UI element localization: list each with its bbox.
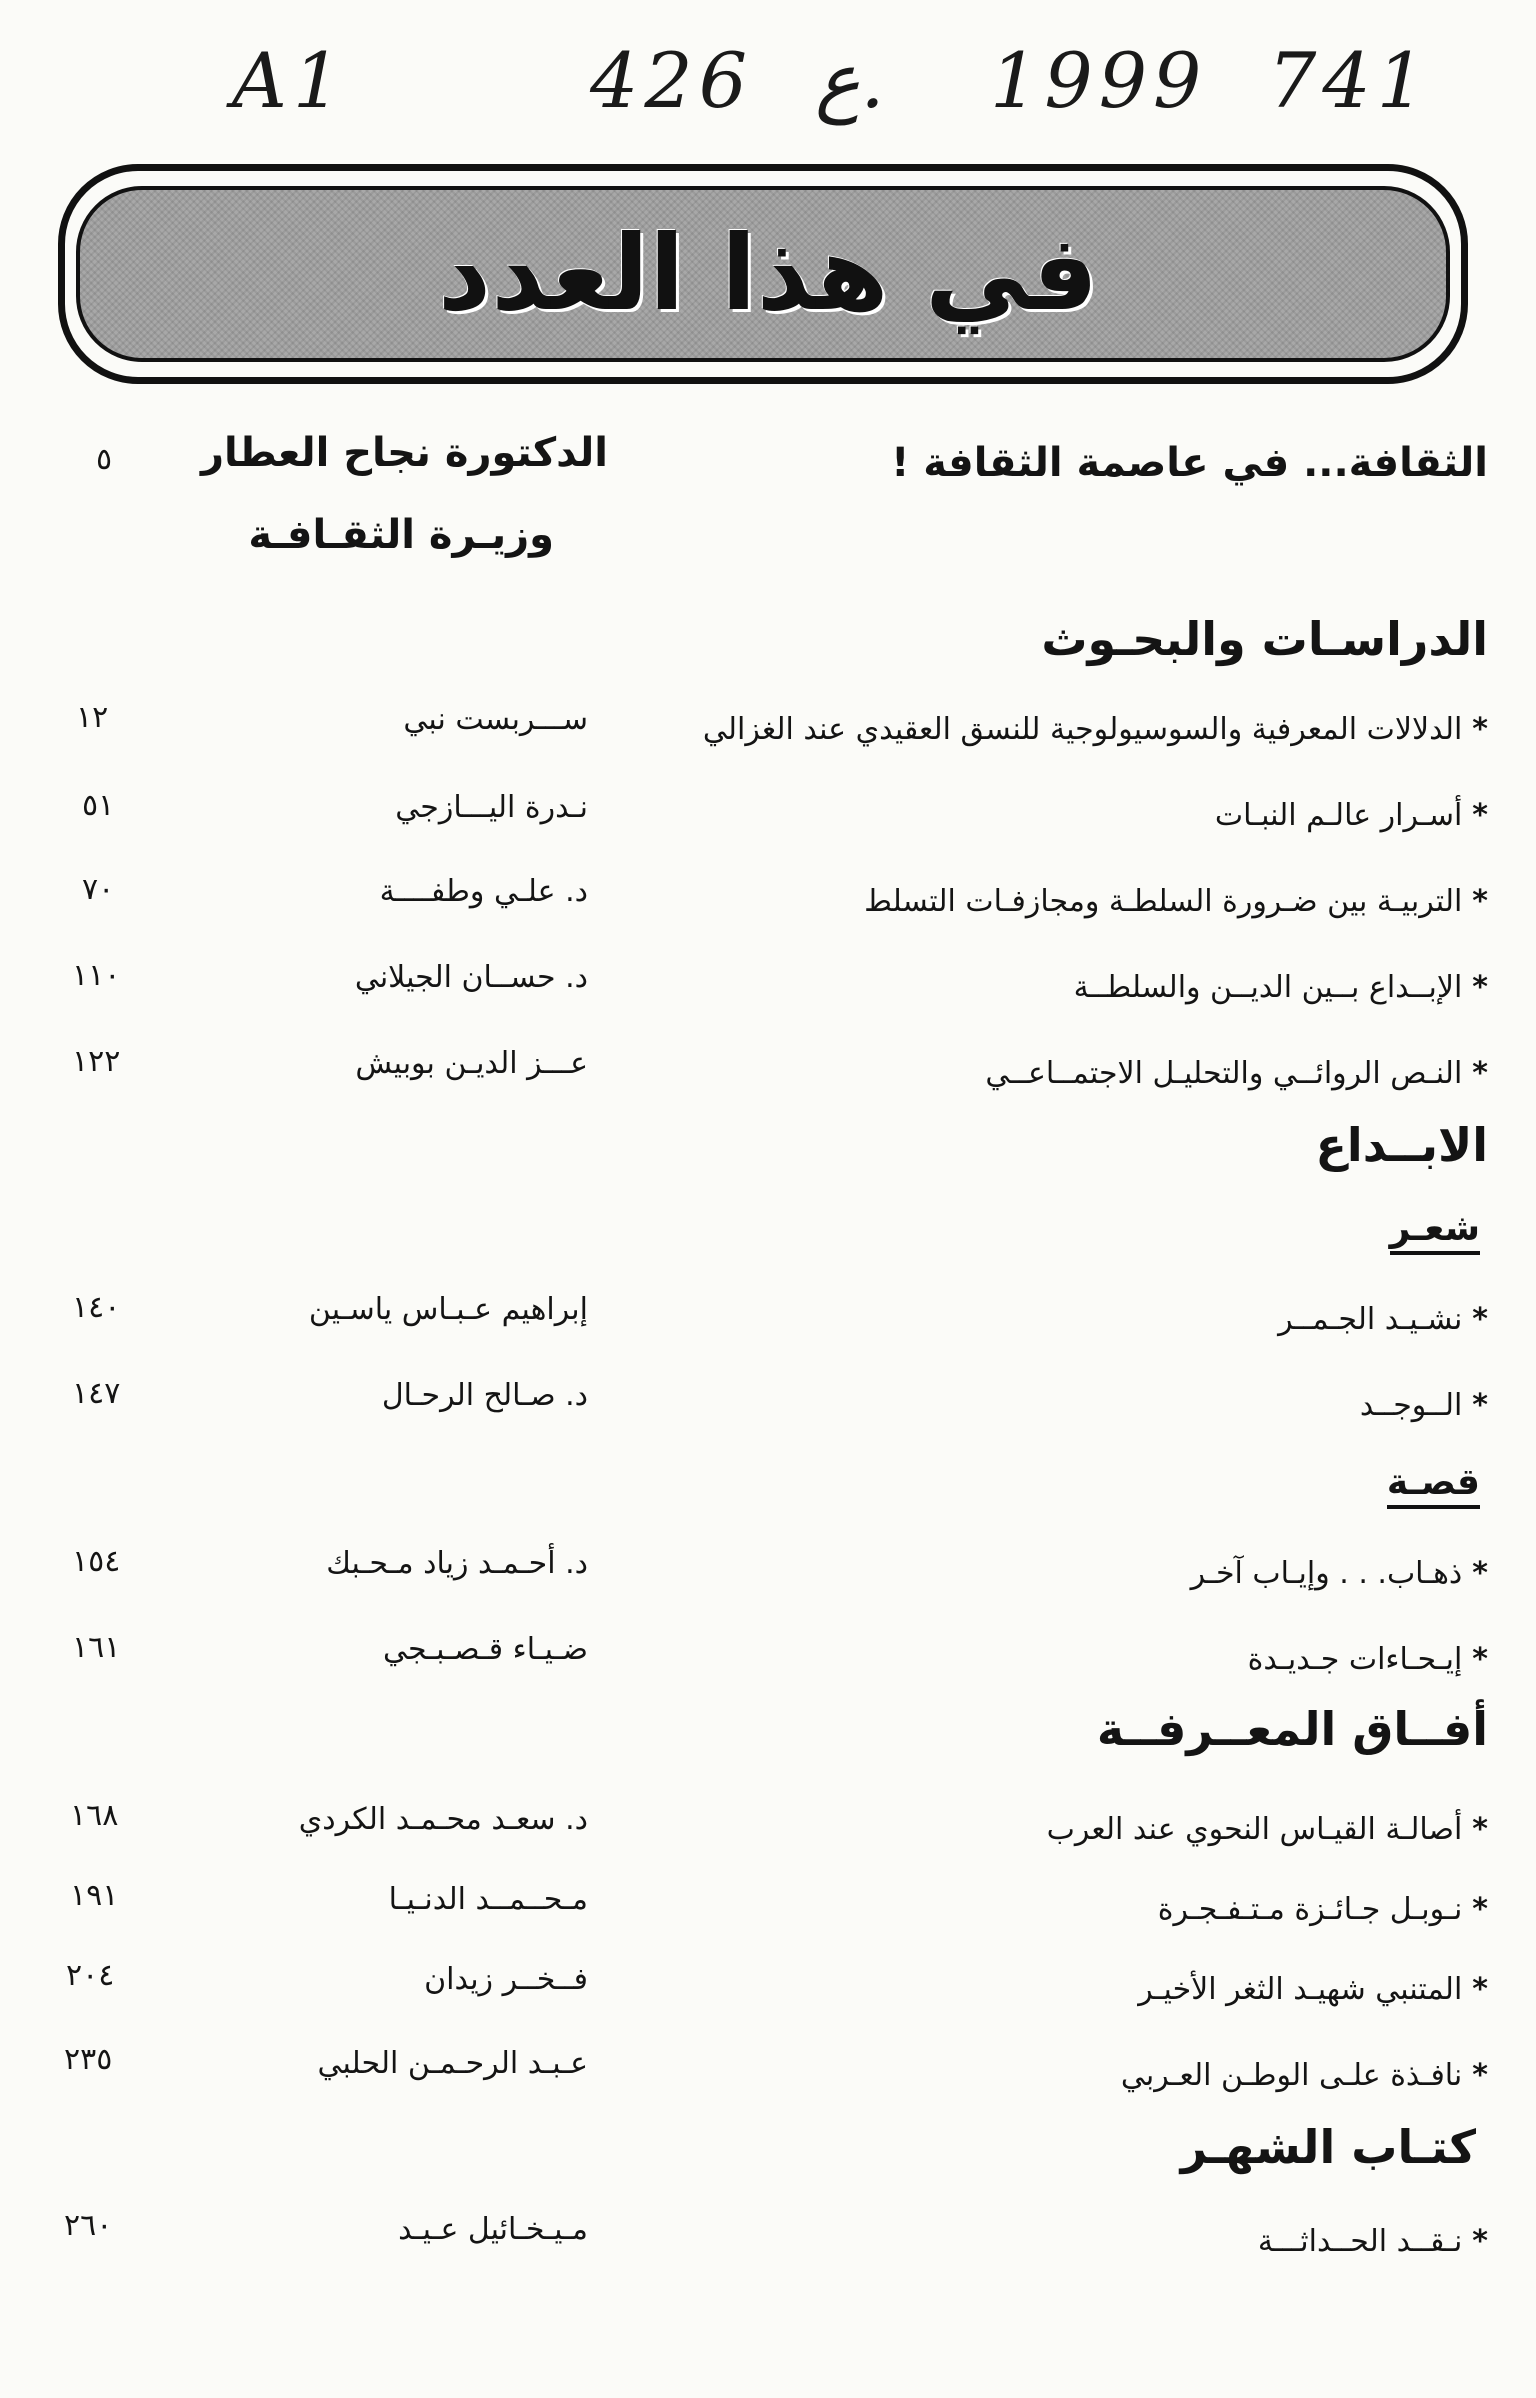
toc-item-page: ١٤٧ bbox=[72, 1376, 121, 1411]
bullet-star-icon: * bbox=[1472, 1892, 1488, 1927]
toc-item-title[interactable]: *نافـذة علـى الوطـن العـربي bbox=[1120, 2058, 1488, 2093]
bullet-star-icon: * bbox=[1472, 1556, 1488, 1591]
toc-item-title[interactable]: *أسـرار عالـم النبـات bbox=[1214, 798, 1488, 833]
toc-item-author: د. حســان الجيلاني bbox=[354, 960, 588, 995]
bullet-star-icon: * bbox=[1472, 1056, 1488, 1091]
handwritten-code: A1 bbox=[232, 36, 348, 125]
bullet-star-icon: * bbox=[1472, 798, 1488, 833]
toc-item-page: ١٩١ bbox=[70, 1878, 119, 1913]
subsection-heading-story: قصـة bbox=[1387, 1462, 1480, 1509]
toc-item-author: د. علـي وطفــــة bbox=[379, 874, 588, 909]
toc-item-page: ٢٣٥ bbox=[64, 2042, 113, 2077]
section-heading-studies: الدراسـات والبحـوث bbox=[1041, 612, 1488, 666]
bullet-star-icon: * bbox=[1472, 712, 1488, 747]
toc-item-page: ١٤٠ bbox=[72, 1290, 121, 1325]
toc-item-author: مـحــمــد الدنـيـا bbox=[388, 1882, 588, 1917]
editorial-title: الثقافة... في عاصمة الثقافة ! bbox=[891, 440, 1488, 486]
toc-item-title[interactable]: *الــوجــد bbox=[1359, 1388, 1488, 1423]
toc-item-author: ســـربست نبي bbox=[403, 702, 588, 737]
toc-item-page: ١٦٨ bbox=[70, 1798, 119, 1833]
toc-item-title[interactable]: *أصالـة القيـاس النحوي عند العرب bbox=[1046, 1812, 1488, 1847]
toc-item-page: ٢٠٤ bbox=[66, 1958, 115, 1993]
bullet-star-icon: * bbox=[1472, 1642, 1488, 1677]
toc-item-page: ١٢٢ bbox=[72, 1044, 121, 1079]
bullet-star-icon: * bbox=[1472, 2058, 1488, 2093]
toc-item-title[interactable]: *التربيـة بين ضـرورة السلطـة ومجازفـات التسلط bbox=[864, 884, 1488, 919]
editorial-author: الدكتورة نجاح العطار bbox=[200, 430, 608, 476]
toc-item-title[interactable]: *المتنبي شهيـد الثغر الأخيـر bbox=[1138, 1972, 1488, 2007]
bullet-star-icon: * bbox=[1472, 1812, 1488, 1847]
toc-item-page: ٧٠ bbox=[82, 872, 115, 907]
toc-item-author: ضـيـاء قـصـبـجي bbox=[382, 1632, 588, 1667]
toc-item-title[interactable]: *نـقــد الحــداثـــة bbox=[1257, 2224, 1488, 2259]
toc-item-author: إبراهيم عـبـاس ياسـين bbox=[308, 1292, 588, 1327]
toc-item-author: د. أحـمـد زياد مـحـبك bbox=[326, 1546, 588, 1581]
bullet-star-icon: * bbox=[1472, 2224, 1488, 2259]
bullet-star-icon: * bbox=[1472, 1302, 1488, 1337]
subsection-heading-poetry: شعـر bbox=[1390, 1208, 1480, 1255]
toc-item-page: ٥١ bbox=[82, 788, 115, 823]
bullet-star-icon: * bbox=[1472, 884, 1488, 919]
handwritten-issue-mark: ع. bbox=[815, 36, 885, 125]
toc-item-author: نـدرة اليـــازجي bbox=[395, 790, 588, 825]
toc-item-author: د. سعـد محـمـد الكردي bbox=[298, 1802, 588, 1837]
toc-item-title[interactable]: *ذهـاب. . . وإيـاب آخـر bbox=[1190, 1556, 1488, 1591]
toc-item-title[interactable]: *إيـحـاءات جـديـدة bbox=[1247, 1642, 1488, 1677]
editorial-page: ٥ bbox=[96, 442, 113, 477]
toc-item-page: ١٢ bbox=[76, 700, 109, 735]
toc-item-page: ٢٦٠ bbox=[64, 2208, 113, 2243]
toc-item-author: مـيـخـائيل عـيـد bbox=[398, 2212, 588, 2247]
bullet-star-icon: * bbox=[1472, 1972, 1488, 2007]
section-heading-creativity: الابــداع bbox=[1315, 1118, 1488, 1172]
handwritten-year: 1999 bbox=[990, 36, 1208, 125]
handwritten-catalog-note bbox=[0, 36, 1536, 156]
toc-item-author: د. صـالح الرحـال bbox=[381, 1378, 588, 1413]
editorial-author-role: وزيـرة الثقـافـة bbox=[248, 512, 554, 558]
toc-item-author: عـبـد الرحـمـن الحلبي bbox=[317, 2046, 588, 2081]
toc-item-author: فــخــر زيدان bbox=[424, 1962, 588, 1997]
toc-item-title[interactable]: *الإبــداع بــين الديــن والسلطــة bbox=[1073, 970, 1488, 1005]
toc-item-title[interactable]: *نـوبـل جـائـزة مـتـفـجـرة bbox=[1157, 1892, 1488, 1927]
bullet-star-icon: * bbox=[1472, 970, 1488, 1005]
toc-item-author: عـــز الديـن بوبيش bbox=[355, 1046, 588, 1081]
toc-item-page: ١٥٤ bbox=[72, 1544, 121, 1579]
section-heading-horizons: أفــاق المعــرفــة bbox=[1096, 1702, 1488, 1756]
bullet-star-icon: * bbox=[1472, 1388, 1488, 1423]
toc-item-title[interactable]: *نشـيـد الجـمــر bbox=[1278, 1302, 1488, 1337]
section-heading-book-of-month: كتـاب الشهـر bbox=[1180, 2120, 1476, 2174]
toc-item-title[interactable]: *النـص الروائــي والتحليـل الاجتمــاعــي bbox=[985, 1056, 1488, 1091]
handwritten-number: 426 bbox=[590, 36, 754, 125]
banner-title: في هذا العدد bbox=[437, 212, 1099, 334]
toc-item-page: ١١٠ bbox=[72, 958, 121, 993]
handwritten-id: 741 bbox=[1268, 36, 1432, 125]
toc-item-page: ١٦١ bbox=[72, 1630, 121, 1665]
toc-item-title[interactable]: *الدلالات المعرفية والسوسيولوجية للنسق العقيدي عند الغزالي bbox=[702, 712, 1488, 747]
